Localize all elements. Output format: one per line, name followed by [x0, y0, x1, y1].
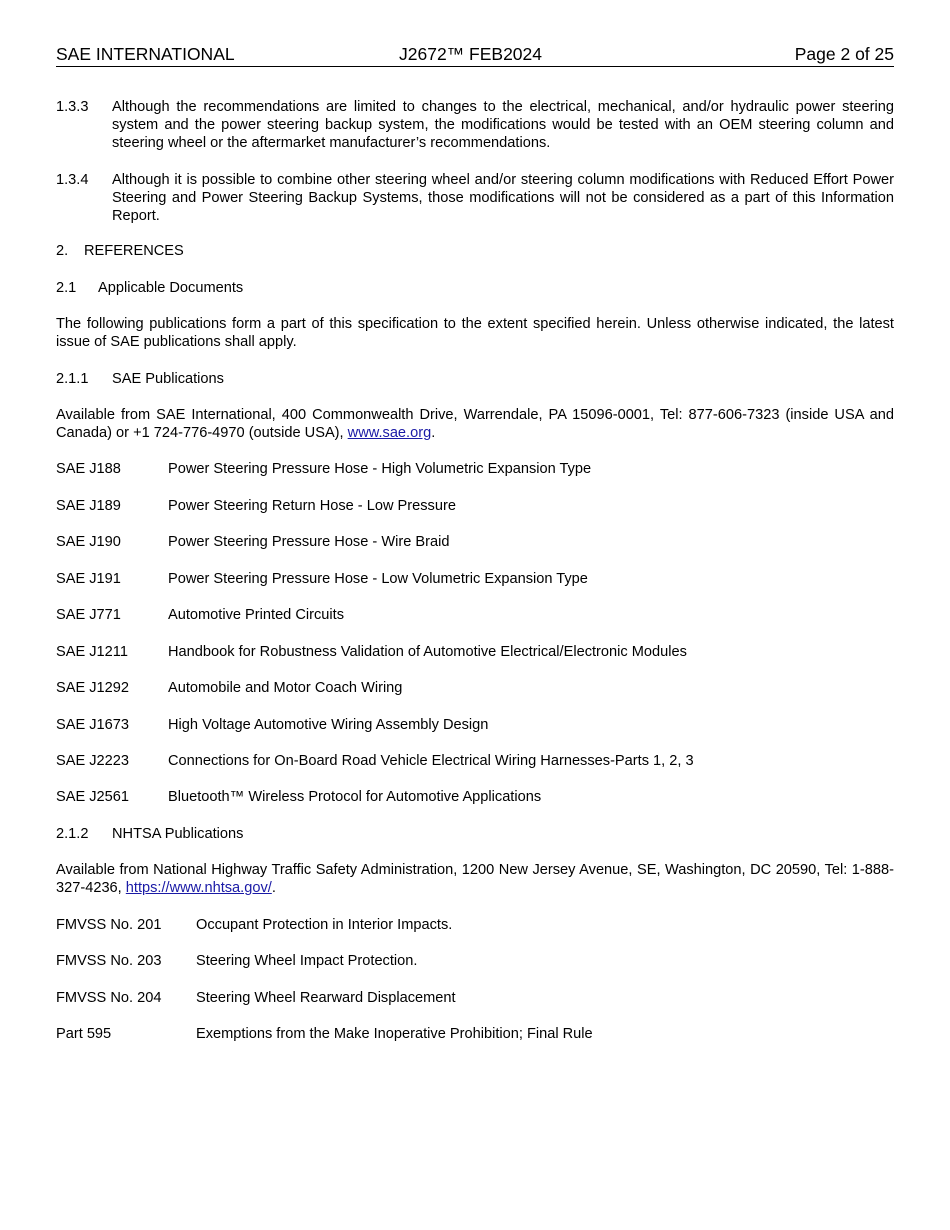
section-heading-applicable-documents	[56, 279, 894, 297]
reference-title: Power Steering Pressure Hose - High Volumetric Expansion Type	[168, 461, 592, 477]
reference-title: Connections for On-Board Road Vehicle Electrical Wiring Harnesses-Parts 1, 2, 3	[168, 753, 694, 769]
reference-title: Automobile and Motor Coach Wiring	[168, 680, 403, 696]
reference-code: SAE J190	[56, 534, 121, 550]
reference-code: SAE J1673	[56, 717, 130, 733]
applicable-documents-intro: The following publications form a part of this specification to the extent specified herein. Unless otherwise indicated, the latest issue of SAE publications shall apply.	[56, 316, 894, 350]
nhtsa-availability-body: Available from National Highway Traffic Safety Administration, 1200 New Jersey Avenue, SE, Washington, DC 20590, Tel: 1-888-327-4236,	[56, 862, 894, 896]
reference-code: SAE J188	[56, 461, 121, 477]
sae-website-link[interactable]: www.sae.org	[347, 425, 432, 441]
reference-item	[56, 497, 894, 515]
clause-number: 1.3.3	[56, 99, 89, 115]
section-heading-references	[56, 242, 894, 260]
section-number: 2.	[56, 243, 69, 259]
reference-title: Steering Wheel Rearward Displacement	[196, 990, 456, 1006]
reference-title: Power Steering Return Hose - Low Pressure	[168, 498, 456, 514]
section-title: SAE Publications	[112, 371, 224, 387]
sae-availability-end: .	[431, 425, 436, 441]
sae-availability-body: Available from SAE International, 400 Commonwealth Drive, Warrendale, PA 15096-0001, Tel: 877-606-7323 (inside USA and Canada) or +1 724-776-4970 (outside USA),	[56, 407, 894, 441]
nhtsa-availability-end: .	[271, 880, 276, 896]
reference-title: High Voltage Automotive Wiring Assembly Design	[168, 717, 489, 733]
reference-code: SAE J2561	[56, 789, 130, 805]
reference-item	[56, 643, 894, 661]
reference-code: SAE J771	[56, 607, 121, 623]
reference-item	[56, 533, 894, 551]
header-page-number: Page 2 of 25	[794, 44, 894, 64]
section-heading-sae-publications	[56, 370, 894, 388]
reference-title: Power Steering Pressure Hose - Wire Braid	[168, 534, 450, 550]
header-doc-id: J2672™ FEB2024	[399, 44, 543, 64]
reference-title: Steering Wheel Impact Protection.	[196, 953, 418, 969]
reference-item	[56, 989, 894, 1007]
section-title: Applicable Documents	[98, 280, 244, 296]
reference-item	[56, 952, 894, 970]
reference-code: FMVSS No. 203	[56, 953, 162, 969]
reference-item	[56, 788, 894, 806]
reference-title: Handbook for Robustness Validation of Automotive Electrical/Electronic Modules	[168, 644, 687, 660]
reference-title: Exemptions from the Make Inoperative Prohibition; Final Rule	[196, 1026, 593, 1042]
reference-item	[56, 460, 894, 478]
section-title: REFERENCES	[84, 243, 184, 259]
reference-item	[56, 1025, 894, 1043]
reference-item	[56, 570, 894, 588]
clause-1-3-3	[56, 98, 894, 152]
header-org: SAE INTERNATIONAL	[56, 44, 235, 64]
section-title: NHTSA Publications	[112, 826, 244, 842]
clause-number: 1.3.4	[56, 172, 89, 188]
clause-text: Although it is possible to combine other steering wheel and/or steering column modifications with Reduced Effort Power Steering and Power Steering Backup Systems, those modifications will not be considered as a part of this Information Report.	[112, 172, 894, 224]
sae-availability-text	[56, 406, 894, 442]
reference-code: SAE J1292	[56, 680, 130, 696]
reference-item	[56, 679, 894, 697]
reference-item	[56, 606, 894, 624]
reference-code: SAE J2223	[56, 753, 130, 769]
reference-code: Part 595	[56, 1026, 112, 1042]
section-heading-nhtsa-publications	[56, 825, 894, 843]
page-header	[56, 44, 894, 67]
reference-item	[56, 916, 894, 934]
reference-code: FMVSS No. 204	[56, 990, 162, 1006]
nhtsa-availability-text	[56, 861, 894, 897]
section-number: 2.1.2	[56, 826, 89, 842]
reference-code: SAE J1211	[56, 644, 128, 660]
reference-title: Occupant Protection in Interior Impacts.	[196, 917, 453, 933]
clause-1-3-4	[56, 171, 894, 225]
reference-item	[56, 716, 894, 734]
clause-text: Although the recommendations are limited to changes to the electrical, mechanical, and/or hydraulic power steering system and the power steering backup system, the modifications would be tested with an OEM steering column and steering wheel or the aftermarket manufacturer’s recommendations.	[112, 99, 894, 151]
reference-code: FMVSS No. 201	[56, 917, 162, 933]
reference-item	[56, 752, 894, 770]
nhtsa-website-link[interactable]: https://www.nhtsa.gov/	[125, 880, 272, 896]
section-number: 2.1.1	[56, 371, 89, 387]
section-number: 2.1	[56, 280, 77, 296]
reference-code: SAE J189	[56, 498, 121, 514]
reference-code: SAE J191	[56, 571, 121, 587]
reference-title: Automotive Printed Circuits	[168, 607, 345, 623]
reference-title: Bluetooth™ Wireless Protocol for Automotive Applications	[168, 789, 542, 805]
reference-title: Power Steering Pressure Hose - Low Volumetric Expansion Type	[168, 571, 588, 587]
